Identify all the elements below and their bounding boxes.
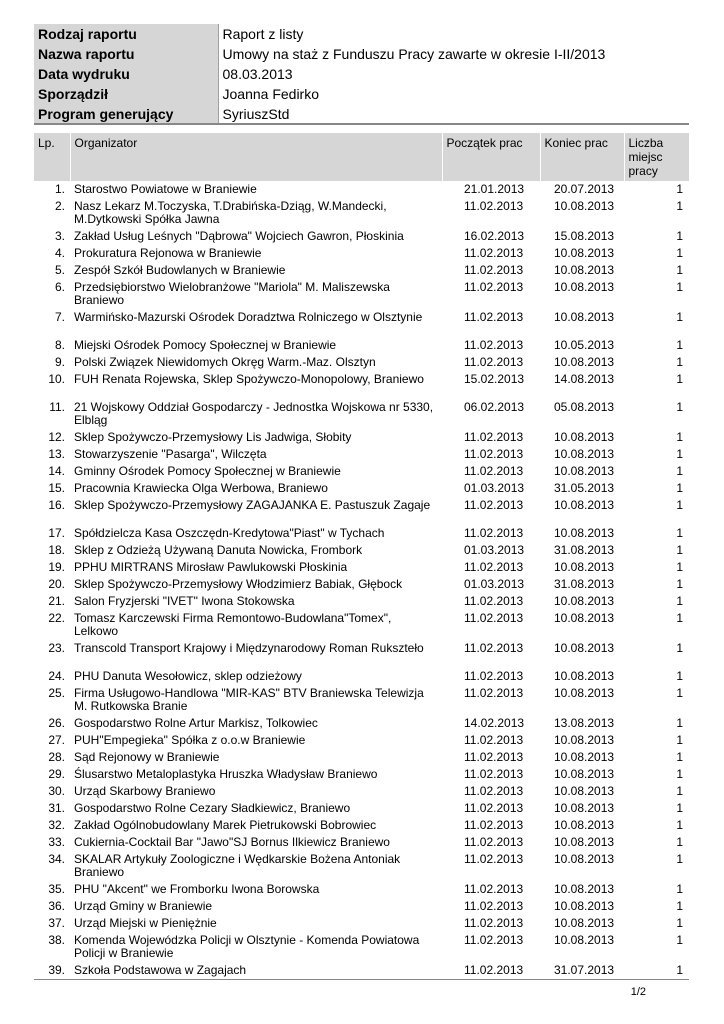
organizer-name: PUH"Empegieka" Spółka z o.o.w Braniewie xyxy=(74,733,306,747)
metadata-row xyxy=(34,84,689,104)
organizer-name: FUH Renata Rojewska, Sklep Spożywczo-Monopolowy, Braniewo xyxy=(74,372,424,386)
positions-count: 1 xyxy=(676,372,683,386)
positions-count: 1 xyxy=(676,464,683,478)
positions-count: 1 xyxy=(676,686,683,700)
end-date: 10.08.2013 xyxy=(554,199,615,213)
end-date: 10.08.2013 xyxy=(554,933,615,947)
organizer-name: Sklep Spożywczo-Przemysłowy ZAGAJANKA E. Pastuszuk Zagaje xyxy=(74,498,431,512)
start-date: 11.02.2013 xyxy=(464,733,524,747)
end-date: 10.08.2013 xyxy=(554,594,615,608)
row-number: 39. xyxy=(48,963,65,977)
end-date: 10.08.2013 xyxy=(554,835,615,849)
positions-count: 1 xyxy=(676,852,683,866)
organizer-name: Sąd Rejonowy w Braniewie xyxy=(74,750,220,764)
positions-count: 1 xyxy=(676,733,683,747)
metadata-label: Nazwa raportu xyxy=(34,44,218,64)
start-date: 11.02.2013 xyxy=(464,899,524,913)
metadata-label: Sporządził xyxy=(34,84,218,104)
table-row xyxy=(34,800,689,817)
organizer-name: Gospodarstwo Rolne Cezary Sładkiewicz, Braniewo xyxy=(74,801,351,815)
row-number: 1. xyxy=(54,182,65,196)
row-number: 24. xyxy=(48,669,65,683)
table-row xyxy=(34,593,689,610)
end-date: 10.08.2013 xyxy=(554,355,615,369)
organizer-name: Sklep z Odzieżą Używaną Danuta Nowicka, Frombork xyxy=(74,543,363,557)
table-row xyxy=(34,766,689,783)
start-date: 11.02.2013 xyxy=(464,784,524,798)
end-date: 10.08.2013 xyxy=(554,447,615,461)
table-row xyxy=(34,962,689,979)
end-date: 10.08.2013 xyxy=(554,669,615,683)
column-header-organizer: Organizator xyxy=(70,133,442,181)
row-number: 2. xyxy=(54,199,65,213)
organizer-name: Urząd Gminy w Braniewie xyxy=(74,899,213,913)
row-number: 25. xyxy=(48,686,65,700)
start-date: 11.02.2013 xyxy=(464,818,524,832)
row-number: 20. xyxy=(48,577,65,591)
row-number: 37. xyxy=(48,916,65,930)
positions-count: 1 xyxy=(676,916,683,930)
start-date: 11.02.2013 xyxy=(464,835,524,849)
end-date: 13.08.2013 xyxy=(554,716,615,730)
report-metadata xyxy=(34,24,689,125)
row-number: 6. xyxy=(54,280,65,294)
end-date: 10.08.2013 xyxy=(554,263,615,277)
end-date: 10.08.2013 xyxy=(554,464,615,478)
end-date: 10.08.2013 xyxy=(554,818,615,832)
table-row xyxy=(34,337,689,354)
row-number: 9. xyxy=(54,355,65,369)
positions-count: 1 xyxy=(676,611,683,625)
positions-count: 1 xyxy=(676,199,683,213)
table-row xyxy=(34,497,689,525)
organizer-name: Urząd Skarbowy Braniewo xyxy=(74,784,216,798)
positions-count: 1 xyxy=(676,229,683,243)
organizer-name: Gminny Ośrodek Pomocy Społecznej w Braniewie xyxy=(74,464,341,478)
positions-count: 1 xyxy=(676,280,683,294)
metadata-value: Joanna Fedirko xyxy=(218,84,689,104)
organizer-name: Urząd Miejski w Pieniężnie xyxy=(74,916,217,930)
end-date: 10.08.2013 xyxy=(554,767,615,781)
organizer-name: PHU "Akcent" we Fromborku Iwona Borowska xyxy=(74,882,320,896)
end-date: 10.08.2013 xyxy=(554,686,615,700)
end-date: 10.08.2013 xyxy=(554,430,615,444)
positions-count: 1 xyxy=(676,430,683,444)
start-date: 15.02.2013 xyxy=(464,372,525,386)
table-row xyxy=(34,915,689,932)
table-row xyxy=(34,181,689,198)
metadata-value: SyriuszStd xyxy=(218,104,689,124)
row-number: 35. xyxy=(48,882,65,896)
row-number: 12. xyxy=(48,430,65,444)
positions-count: 1 xyxy=(676,882,683,896)
positions-count: 1 xyxy=(676,716,683,730)
start-date: 06.02.2013 xyxy=(464,400,525,414)
end-date: 10.08.2013 xyxy=(554,280,615,294)
table-row xyxy=(34,463,689,480)
organizer-name: Transcold Transport Krajowy i Międzynarodowy Roman Rukszteło xyxy=(74,641,424,655)
organizer-name: Pracownia Krawiecka Olga Werbowa, Braniewo xyxy=(74,481,328,495)
table-row xyxy=(34,576,689,593)
start-date: 11.02.2013 xyxy=(464,310,524,324)
table-row xyxy=(34,668,689,685)
table-row xyxy=(34,715,689,732)
table-row xyxy=(34,749,689,766)
table-row xyxy=(34,542,689,559)
positions-count: 1 xyxy=(676,784,683,798)
table-row xyxy=(34,279,689,309)
end-date: 05.08.2013 xyxy=(554,400,615,414)
start-date: 11.02.2013 xyxy=(464,464,524,478)
start-date: 11.02.2013 xyxy=(464,611,524,625)
start-date: 21.01.2013 xyxy=(464,182,525,196)
start-date: 11.02.2013 xyxy=(464,430,524,444)
row-number: 19. xyxy=(48,560,65,574)
positions-count: 1 xyxy=(676,963,683,977)
start-date: 16.02.2013 xyxy=(464,229,525,243)
table-row xyxy=(34,932,689,962)
end-date: 10.08.2013 xyxy=(554,899,615,913)
end-date: 10.08.2013 xyxy=(554,310,615,324)
report-table xyxy=(34,133,689,979)
organizer-name: Warmińsko-Mazurski Ośrodek Doradztwa Rolniczego w Olsztynie xyxy=(74,310,423,324)
metadata-value: 08.03.2013 xyxy=(218,64,689,84)
table-row xyxy=(34,851,689,881)
start-date: 11.02.2013 xyxy=(464,933,524,947)
organizer-name: Stowarzyszenie "Pasarga", Wilczęta xyxy=(74,447,267,461)
row-number: 29. xyxy=(48,767,65,781)
organizer-name: Sklep Spożywczo-Przemysłowy Lis Jadwiga, Słobity xyxy=(74,430,352,444)
end-date: 10.05.2013 xyxy=(554,338,615,352)
organizer-name: Spółdzielcza Kasa Oszczędn-Kredytowa"Piast" w Tychach xyxy=(74,526,385,540)
metadata-label: Data wydruku xyxy=(34,64,218,84)
organizer-name: Komenda Wojewódzka Policji w Olsztynie - Komenda Powiatowa Policji w Braniewie xyxy=(74,933,420,960)
end-date: 31.08.2013 xyxy=(554,577,615,591)
row-number: 10. xyxy=(48,372,65,386)
row-number: 28. xyxy=(48,750,65,764)
end-date: 10.08.2013 xyxy=(554,852,615,866)
row-number: 26. xyxy=(48,716,65,730)
positions-count: 1 xyxy=(676,669,683,683)
start-date: 11.02.2013 xyxy=(464,916,524,930)
start-date: 11.02.2013 xyxy=(464,246,524,260)
organizer-name: Sklep Spożywczo-Przemysłowy Włodzimierz Babiak, Głębock xyxy=(74,577,403,591)
start-date: 11.02.2013 xyxy=(464,594,524,608)
end-date: 10.08.2013 xyxy=(554,916,615,930)
end-date: 31.05.2013 xyxy=(554,481,615,495)
organizer-name: Firma Usługowo-Handlowa "MIR-KAS" BTV Braniewska Telewizja M. Rutkowska Branie xyxy=(74,686,424,713)
table-row xyxy=(34,610,689,640)
organizer-name: SKALAR Artykuły Zoologiczne i Wędkarskie Bożena Antoniak Braniewo xyxy=(74,852,401,879)
end-date: 10.08.2013 xyxy=(554,882,615,896)
metadata-row xyxy=(34,24,689,44)
organizer-name: Cukiernia-Cocktail Bar "Jawo"SJ Bornus Ilkiewicz Braniewo xyxy=(74,835,390,849)
table-row xyxy=(34,834,689,851)
start-date: 11.02.2013 xyxy=(464,263,524,277)
row-number: 30. xyxy=(48,784,65,798)
end-date: 10.08.2013 xyxy=(554,526,615,540)
table-row xyxy=(34,898,689,915)
row-number: 38. xyxy=(48,933,65,947)
row-number: 14. xyxy=(48,464,65,478)
table-row xyxy=(34,525,689,542)
positions-count: 1 xyxy=(676,182,683,196)
table-row xyxy=(34,480,689,497)
row-number: 3. xyxy=(54,229,65,243)
start-date: 11.02.2013 xyxy=(464,526,524,540)
table-row xyxy=(34,429,689,446)
end-date: 10.08.2013 xyxy=(554,246,615,260)
organizer-name: Zakład Ogólnobudowlany Marek Pietrukowski Bobrowiec xyxy=(74,818,377,832)
column-header-end: Koniec prac xyxy=(540,133,624,181)
positions-count: 1 xyxy=(676,400,683,414)
organizer-name: Tomasz Karczewski Firma Remontowo-Budowlana"Tomex", Lelkowo xyxy=(74,611,392,638)
row-number: 5. xyxy=(54,263,65,277)
positions-count: 1 xyxy=(676,447,683,461)
table-row xyxy=(34,559,689,576)
row-number: 31. xyxy=(48,801,65,815)
row-number: 21. xyxy=(48,594,65,608)
start-date: 11.02.2013 xyxy=(464,560,524,574)
positions-count: 1 xyxy=(676,750,683,764)
end-date: 10.08.2013 xyxy=(554,641,615,655)
organizer-name: Ślusarstwo Metaloplastyka Hruszka Władysław Braniewo xyxy=(74,767,378,781)
start-date: 01.03.2013 xyxy=(464,481,525,495)
organizer-name: Nasz Lekarz M.Toczyska, T.Drabińska-Dziąg, W.Mandecki, M.Dytkowski Spółka Jawna xyxy=(74,199,387,226)
start-date: 11.02.2013 xyxy=(464,801,524,815)
organizer-name: Szkoła Podstawowa w Zagajach xyxy=(74,963,247,977)
end-date: 31.08.2013 xyxy=(554,543,615,557)
row-number: 18. xyxy=(48,543,65,557)
row-number: 11. xyxy=(49,400,65,414)
end-date: 15.08.2013 xyxy=(554,229,615,243)
end-date: 10.08.2013 xyxy=(554,560,615,574)
organizer-name: Zakład Usług Leśnych "Dąbrowa" Wojciech Gawron, Płoskinia xyxy=(74,229,404,243)
start-date: 11.02.2013 xyxy=(464,750,524,764)
row-number: 7. xyxy=(54,310,65,324)
positions-count: 1 xyxy=(676,355,683,369)
start-date: 11.02.2013 xyxy=(464,669,524,683)
positions-count: 1 xyxy=(676,526,683,540)
table-row xyxy=(34,354,689,371)
start-date: 11.02.2013 xyxy=(464,767,524,781)
row-number: 8. xyxy=(54,338,65,352)
end-date: 14.08.2013 xyxy=(554,372,615,386)
organizer-name: Starostwo Powiatowe w Braniewie xyxy=(74,182,257,196)
column-header-start: Początek prac xyxy=(442,133,540,181)
start-date: 11.02.2013 xyxy=(464,447,524,461)
row-number: 16. xyxy=(48,498,65,512)
table-row xyxy=(34,446,689,463)
row-number: 13. xyxy=(48,447,65,461)
end-date: 10.08.2013 xyxy=(554,611,615,625)
positions-count: 1 xyxy=(676,246,683,260)
start-date: 01.03.2013 xyxy=(464,543,525,557)
table-row xyxy=(34,228,689,245)
positions-count: 1 xyxy=(676,818,683,832)
organizer-name: Gospodarstwo Rolne Artur Markisz, Tolkowiec xyxy=(74,716,318,730)
organizer-name: Polski Związek Niewidomych Okręg Warm.-Maz. Olsztyn xyxy=(74,355,376,369)
organizer-name: Prokuratura Rejonowa w Braniewie xyxy=(74,246,262,260)
row-number: 36. xyxy=(48,899,65,913)
organizer-name: 21 Wojskowy Oddział Gospodarczy - Jednostka Wojskowa nr 5330, Elbląg xyxy=(74,400,434,427)
positions-count: 1 xyxy=(676,594,683,608)
positions-count: 1 xyxy=(676,543,683,557)
table-row xyxy=(34,732,689,749)
page-number: 1/2 xyxy=(630,986,646,998)
start-date: 11.02.2013 xyxy=(464,686,524,700)
row-number: 22. xyxy=(48,611,65,625)
organizer-name: Salon Fryzjerski "IVET" Iwona Stokowska xyxy=(74,594,295,608)
start-date: 11.02.2013 xyxy=(464,963,524,977)
table-row xyxy=(34,399,689,429)
positions-count: 1 xyxy=(676,899,683,913)
metadata-label: Rodzaj raportu xyxy=(34,24,218,44)
row-number: 34. xyxy=(48,852,65,866)
end-date: 10.08.2013 xyxy=(554,498,615,512)
positions-count: 1 xyxy=(676,801,683,815)
positions-count: 1 xyxy=(676,481,683,495)
start-date: 14.02.2013 xyxy=(464,716,525,730)
end-date: 10.08.2013 xyxy=(554,784,615,798)
metadata-value: Raport z listy xyxy=(218,24,689,44)
end-date: 10.08.2013 xyxy=(554,801,615,815)
start-date: 11.02.2013 xyxy=(464,852,524,866)
table-row xyxy=(34,309,689,337)
organizer-name: PPHU MIRTRANS Mirosław Pawlukowski Płoskinia xyxy=(74,560,348,574)
metadata-row xyxy=(34,104,689,124)
start-date: 01.03.2013 xyxy=(464,577,525,591)
table-row xyxy=(34,640,689,668)
table-row xyxy=(34,262,689,279)
table-row xyxy=(34,685,689,715)
row-number: 33. xyxy=(48,835,65,849)
positions-count: 1 xyxy=(676,263,683,277)
table-row xyxy=(34,783,689,800)
row-number: 23. xyxy=(48,641,65,655)
row-number: 4. xyxy=(54,246,65,260)
row-number: 32. xyxy=(48,818,65,832)
start-date: 11.02.2013 xyxy=(464,280,524,294)
positions-count: 1 xyxy=(676,835,683,849)
metadata-row xyxy=(34,64,689,84)
positions-count: 1 xyxy=(676,498,683,512)
positions-count: 1 xyxy=(676,933,683,947)
positions-count: 1 xyxy=(676,577,683,591)
end-date: 10.08.2013 xyxy=(554,733,615,747)
end-date: 20.07.2013 xyxy=(554,182,615,196)
column-header-count: Liczba miejsc pracy xyxy=(624,133,689,181)
start-date: 11.02.2013 xyxy=(464,641,524,655)
start-date: 11.02.2013 xyxy=(464,199,524,213)
table-row xyxy=(34,817,689,834)
table-row xyxy=(34,881,689,898)
metadata-value: Umowy na staż z Funduszu Pracy zawarte w okresie I-II/2013 xyxy=(218,44,689,64)
start-date: 11.02.2013 xyxy=(464,338,524,352)
row-number: 17. xyxy=(48,526,65,540)
end-date: 31.07.2013 xyxy=(554,963,615,977)
organizer-name: Zespół Szkół Budowlanych w Braniewie xyxy=(74,263,286,277)
positions-count: 1 xyxy=(676,338,683,352)
end-date: 10.08.2013 xyxy=(554,750,615,764)
table-header-row xyxy=(34,133,689,181)
positions-count: 1 xyxy=(676,560,683,574)
metadata-row xyxy=(34,44,689,64)
row-number: 27. xyxy=(48,733,65,747)
start-date: 11.02.2013 xyxy=(464,498,524,512)
column-header-lp: Lp. xyxy=(34,133,70,181)
positions-count: 1 xyxy=(676,641,683,655)
row-number: 15. xyxy=(48,481,65,495)
organizer-name: PHU Danuta Wesołowicz, sklep odzieżowy xyxy=(74,669,302,683)
metadata-label: Program generujący xyxy=(34,104,218,124)
positions-count: 1 xyxy=(676,310,683,324)
table-row xyxy=(34,198,689,228)
start-date: 11.02.2013 xyxy=(464,882,524,896)
organizer-name: Przedsiębiorstwo Wielobranżowe "Mariola" M. Maliszewska Braniewo xyxy=(74,280,390,307)
positions-count: 1 xyxy=(676,767,683,781)
organizer-name: Miejski Ośrodek Pomocy Społecznej w Braniewie xyxy=(74,338,337,352)
footer-divider xyxy=(34,979,689,980)
start-date: 11.02.2013 xyxy=(464,355,524,369)
table-row xyxy=(34,371,689,399)
table-row xyxy=(34,245,689,262)
